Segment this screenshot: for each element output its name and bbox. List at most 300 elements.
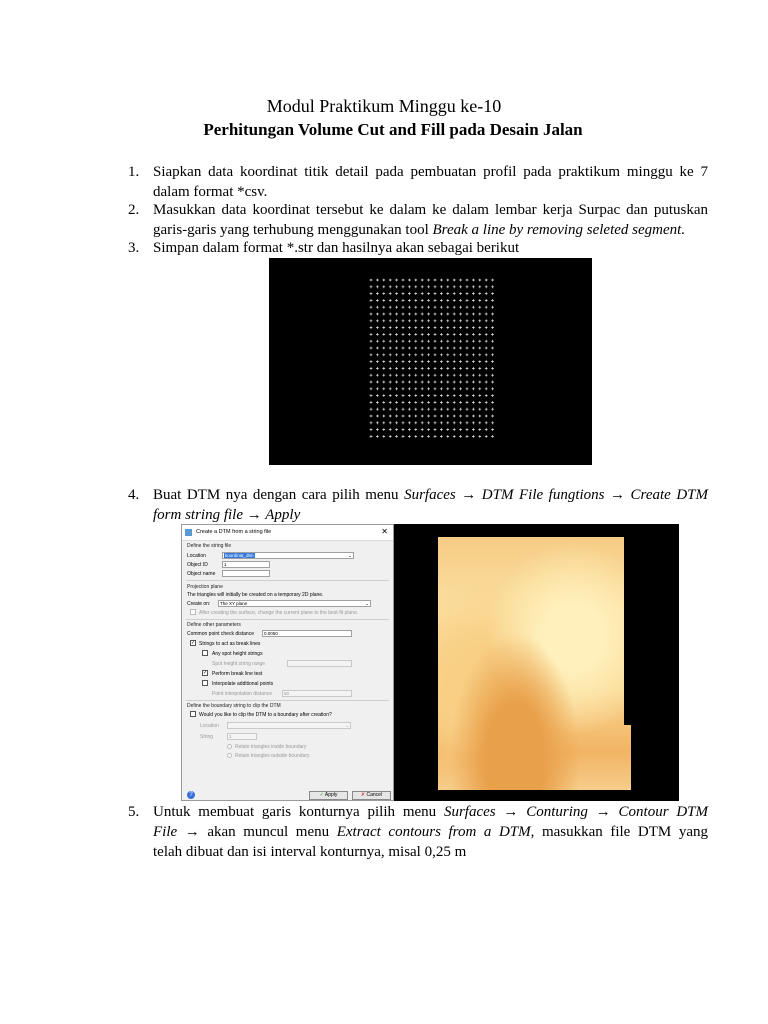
grid-point bbox=[427, 435, 430, 438]
grid-point bbox=[446, 285, 449, 288]
item-text-line: File → akan muncul menu Extract contours from a DTM, masukkan file DTM yang bbox=[153, 824, 708, 840]
grid-point bbox=[459, 360, 462, 363]
grid-point bbox=[434, 367, 437, 370]
grid-point bbox=[478, 408, 481, 411]
object-id-label: Object ID bbox=[187, 562, 208, 568]
grid-point bbox=[472, 353, 475, 356]
grid-point bbox=[440, 319, 443, 322]
grid-point bbox=[453, 374, 456, 377]
grid-point bbox=[453, 285, 456, 288]
grid-point bbox=[491, 306, 494, 309]
grid-point bbox=[370, 387, 373, 390]
item-text-line: Siapkan data koordinat titik detail pada pembuatan profil pada praktikum minggu ke 7 bbox=[153, 164, 708, 180]
grid-point bbox=[370, 415, 373, 418]
grid-point bbox=[408, 279, 411, 282]
grid-point bbox=[414, 279, 417, 282]
grid-point bbox=[446, 340, 449, 343]
grid-point bbox=[414, 421, 417, 424]
grid-point bbox=[434, 292, 437, 295]
grid-point bbox=[427, 374, 430, 377]
grid-point bbox=[376, 360, 379, 363]
grid-point bbox=[414, 394, 417, 397]
grid-point bbox=[440, 333, 443, 336]
grid-point bbox=[427, 347, 430, 350]
grid-point bbox=[491, 394, 494, 397]
grid-point bbox=[440, 347, 443, 350]
grid-point bbox=[440, 353, 443, 356]
grid-point bbox=[427, 326, 430, 329]
grid-point bbox=[440, 374, 443, 377]
grid-point bbox=[421, 360, 424, 363]
divider bbox=[186, 700, 389, 701]
item-text-line: Buat DTM nya dengan cara pilih menu Surfaces → DTM File fungtions → Create DTM bbox=[153, 487, 709, 503]
grid-point bbox=[478, 313, 481, 316]
grid-point bbox=[446, 435, 449, 438]
grid-point bbox=[376, 415, 379, 418]
grid-point bbox=[466, 306, 469, 309]
grid-point bbox=[427, 299, 430, 302]
spot-range-field[interactable] bbox=[287, 660, 352, 667]
grid-point bbox=[466, 381, 469, 384]
grid-point bbox=[402, 428, 405, 431]
grid-point bbox=[459, 428, 462, 431]
grid-point bbox=[402, 299, 405, 302]
grid-point bbox=[434, 360, 437, 363]
grid-point bbox=[414, 428, 417, 431]
grid-point bbox=[402, 292, 405, 295]
grid-point bbox=[414, 306, 417, 309]
grid-point bbox=[459, 421, 462, 424]
any-spot-checkbox[interactable] bbox=[202, 650, 208, 656]
grid-point bbox=[485, 313, 488, 316]
item-text-line bbox=[153, 505, 708, 525]
grid-point bbox=[382, 285, 385, 288]
grid-point bbox=[485, 421, 488, 424]
grid-point bbox=[402, 360, 405, 363]
grid-point bbox=[472, 435, 475, 438]
grid-point bbox=[466, 299, 469, 302]
grid-point bbox=[466, 285, 469, 288]
grid-point bbox=[389, 374, 392, 377]
grid-point bbox=[427, 292, 430, 295]
grid-point bbox=[376, 313, 379, 316]
grid-point bbox=[485, 387, 488, 390]
grid-point bbox=[459, 435, 462, 438]
grid-point bbox=[453, 319, 456, 322]
grid-point bbox=[478, 353, 481, 356]
grid-point bbox=[485, 367, 488, 370]
point-interp-field[interactable]: 50 bbox=[282, 690, 352, 697]
grid-point bbox=[446, 408, 449, 411]
grid-point bbox=[440, 387, 443, 390]
grid-point bbox=[491, 428, 494, 431]
grid-point bbox=[466, 408, 469, 411]
point-grid-plot bbox=[269, 258, 592, 465]
grid-point bbox=[408, 340, 411, 343]
interpolate-checkbox[interactable] bbox=[202, 680, 208, 686]
grid-point bbox=[382, 313, 385, 316]
grid-point bbox=[421, 387, 424, 390]
grid-point bbox=[389, 401, 392, 404]
grid-point bbox=[376, 292, 379, 295]
grid-point bbox=[370, 381, 373, 384]
grid-point bbox=[453, 428, 456, 431]
grid-point bbox=[466, 374, 469, 377]
grid-point bbox=[472, 326, 475, 329]
grid-point bbox=[453, 367, 456, 370]
grid-point bbox=[446, 367, 449, 370]
grid-point bbox=[408, 292, 411, 295]
grid-point bbox=[382, 435, 385, 438]
grid-point bbox=[389, 435, 392, 438]
grid-point bbox=[440, 408, 443, 411]
grid-point bbox=[395, 299, 398, 302]
grid-point bbox=[478, 415, 481, 418]
grid-point bbox=[376, 421, 379, 424]
grid-point bbox=[370, 299, 373, 302]
grid-point bbox=[370, 401, 373, 404]
grid-point bbox=[434, 285, 437, 288]
grid-point bbox=[472, 374, 475, 377]
grid-point bbox=[466, 435, 469, 438]
after-creating-checkbox[interactable] bbox=[190, 609, 196, 615]
grid-point bbox=[466, 279, 469, 282]
item-text-line: telah dibuat dan isi interval konturnya, misal 0,25 m bbox=[153, 844, 467, 860]
grid-point bbox=[478, 394, 481, 397]
grid-point bbox=[427, 428, 430, 431]
grid-point bbox=[459, 387, 462, 390]
document-subtitle: Perhitungan Volume Cut and Fill pada Desain Jalan bbox=[203, 120, 583, 139]
list-item-2 bbox=[128, 200, 708, 240]
grid-point bbox=[370, 394, 373, 397]
grid-point bbox=[408, 319, 411, 322]
grid-point bbox=[402, 279, 405, 282]
grid-point bbox=[478, 292, 481, 295]
grid-point bbox=[459, 279, 462, 282]
grid-point bbox=[453, 415, 456, 418]
grid-point bbox=[459, 415, 462, 418]
grid-point bbox=[389, 421, 392, 424]
grid-point bbox=[414, 285, 417, 288]
grid-point bbox=[376, 279, 379, 282]
grid-point bbox=[446, 353, 449, 356]
grid-point bbox=[395, 279, 398, 282]
grid-point bbox=[446, 333, 449, 336]
grid-point bbox=[440, 428, 443, 431]
section-string-file: Define the string file bbox=[187, 543, 232, 549]
list-number: 5. bbox=[128, 804, 140, 820]
grid-point bbox=[421, 421, 424, 424]
grid-point bbox=[389, 292, 392, 295]
grid-point bbox=[472, 285, 475, 288]
list-item-4 bbox=[128, 485, 708, 525]
grid-point bbox=[389, 326, 392, 329]
create-dtm-dialog bbox=[181, 524, 394, 801]
grid-point bbox=[453, 313, 456, 316]
grid-point bbox=[453, 340, 456, 343]
apply-button[interactable]: ✓ Apply bbox=[309, 791, 348, 800]
grid-point bbox=[389, 360, 392, 363]
grid-point bbox=[395, 292, 398, 295]
grid-point bbox=[491, 292, 494, 295]
object-name-field[interactable] bbox=[222, 570, 270, 577]
grid-point bbox=[485, 319, 488, 322]
grid-point bbox=[389, 333, 392, 336]
grid-point bbox=[491, 326, 494, 329]
grid-point bbox=[389, 285, 392, 288]
grid-point bbox=[421, 306, 424, 309]
grid-point bbox=[382, 394, 385, 397]
grid-point bbox=[408, 367, 411, 370]
grid-point bbox=[485, 326, 488, 329]
grid-point bbox=[491, 408, 494, 411]
grid-point bbox=[389, 306, 392, 309]
grid-point bbox=[421, 313, 424, 316]
grid-point bbox=[459, 381, 462, 384]
grid-point bbox=[485, 360, 488, 363]
grid-point bbox=[408, 374, 411, 377]
common-point-field[interactable]: 0.0050 bbox=[262, 630, 352, 637]
grid-point bbox=[395, 394, 398, 397]
grid-point bbox=[370, 374, 373, 377]
grid-point bbox=[389, 367, 392, 370]
grid-point bbox=[427, 340, 430, 343]
grid-point bbox=[408, 401, 411, 404]
grid-point bbox=[395, 313, 398, 316]
grid-point bbox=[402, 387, 405, 390]
grid-point bbox=[382, 401, 385, 404]
grid-point bbox=[395, 353, 398, 356]
grid-point bbox=[466, 347, 469, 350]
grid-point bbox=[472, 408, 475, 411]
dialog-titlebar bbox=[182, 525, 393, 541]
grid-point bbox=[427, 285, 430, 288]
grid-point bbox=[395, 306, 398, 309]
cancel-button[interactable]: ✗ Cancel bbox=[352, 791, 391, 800]
list-number: 3. bbox=[128, 240, 140, 256]
grid-point bbox=[389, 279, 392, 282]
grid-point bbox=[376, 340, 379, 343]
grid-point bbox=[376, 408, 379, 411]
grid-point bbox=[478, 326, 481, 329]
grid-point bbox=[446, 428, 449, 431]
grid-point bbox=[459, 299, 462, 302]
grid-point bbox=[491, 319, 494, 322]
grid-point bbox=[478, 360, 481, 363]
close-icon[interactable]: ✕ bbox=[381, 527, 388, 536]
grid-point bbox=[472, 360, 475, 363]
grid-point bbox=[421, 394, 424, 397]
grid-point bbox=[402, 313, 405, 316]
clip-checkbox[interactable] bbox=[190, 711, 196, 717]
grid-point bbox=[402, 326, 405, 329]
grid-point bbox=[466, 367, 469, 370]
check-icon: ✓ bbox=[319, 792, 324, 798]
grid-point bbox=[453, 326, 456, 329]
grid-point bbox=[472, 421, 475, 424]
grid-point bbox=[408, 353, 411, 356]
grid-point bbox=[472, 387, 475, 390]
grid-point bbox=[491, 313, 494, 316]
grid-point bbox=[472, 428, 475, 431]
grid-point bbox=[376, 387, 379, 390]
point-interp-label: Point interpolation distance bbox=[212, 691, 273, 697]
grid-point bbox=[389, 408, 392, 411]
grid-point bbox=[453, 387, 456, 390]
grid-point bbox=[382, 279, 385, 282]
grid-point bbox=[382, 415, 385, 418]
clip-question: Would you like to clip the DTM to a boundary after creation? bbox=[199, 712, 332, 718]
strings-break-checkbox[interactable]: ✓ bbox=[191, 640, 196, 646]
grid-point bbox=[427, 401, 430, 404]
grid-point bbox=[491, 401, 494, 404]
item-text-line: Masukkan data koordinat tersebut ke dalam ke dalam lembar kerja Surpac dan putuskan bbox=[153, 202, 708, 218]
grid-point bbox=[472, 340, 475, 343]
grid-point bbox=[459, 367, 462, 370]
perform-break-checkbox[interactable]: ✓ bbox=[203, 670, 208, 676]
grid-point bbox=[453, 381, 456, 384]
grid-point bbox=[402, 394, 405, 397]
grid-point bbox=[478, 347, 481, 350]
grid-point bbox=[472, 306, 475, 309]
grid-point bbox=[427, 313, 430, 316]
grid-point bbox=[370, 333, 373, 336]
grid-point bbox=[402, 340, 405, 343]
grid-point bbox=[421, 408, 424, 411]
chevron-down-icon: ⌄ bbox=[365, 601, 369, 606]
grid-point bbox=[395, 333, 398, 336]
grid-point bbox=[370, 292, 373, 295]
grid-point bbox=[389, 347, 392, 350]
grid-point bbox=[376, 319, 379, 322]
grid-point bbox=[434, 421, 437, 424]
grid-point bbox=[472, 292, 475, 295]
boundary-string-field[interactable]: 1 bbox=[227, 733, 257, 740]
grid-point bbox=[434, 326, 437, 329]
surpac-screenshot bbox=[181, 524, 679, 801]
grid-point bbox=[402, 421, 405, 424]
grid-point bbox=[395, 367, 398, 370]
object-id-field[interactable]: 1 bbox=[222, 561, 270, 568]
grid-point bbox=[434, 374, 437, 377]
grid-point bbox=[440, 360, 443, 363]
grid-point bbox=[402, 319, 405, 322]
grid-point bbox=[389, 381, 392, 384]
section-other-params: Define other parameters bbox=[187, 622, 241, 628]
grid-point bbox=[446, 299, 449, 302]
grid-point bbox=[421, 340, 424, 343]
location-field[interactable]: koordinat_dtm ⌄ bbox=[222, 552, 354, 559]
grid-point bbox=[491, 367, 494, 370]
grid-point bbox=[370, 306, 373, 309]
grid-point bbox=[440, 421, 443, 424]
grid-point bbox=[408, 394, 411, 397]
grid-point bbox=[376, 401, 379, 404]
boundary-location-field[interactable] bbox=[227, 722, 351, 729]
grid-point bbox=[370, 319, 373, 322]
list-number: 2. bbox=[128, 202, 140, 218]
grid-point bbox=[427, 408, 430, 411]
grid-point bbox=[434, 381, 437, 384]
grid-point bbox=[421, 401, 424, 404]
grid-point bbox=[478, 381, 481, 384]
grid-point bbox=[382, 367, 385, 370]
grid-point bbox=[370, 435, 373, 438]
string-points-image bbox=[269, 258, 592, 465]
divider bbox=[186, 619, 389, 620]
grid-point bbox=[434, 408, 437, 411]
grid-point bbox=[478, 279, 481, 282]
help-button[interactable]: ? bbox=[187, 791, 195, 799]
boundary-string-label: String bbox=[200, 734, 214, 740]
grid-point bbox=[434, 347, 437, 350]
grid-point bbox=[382, 360, 385, 363]
grid-point bbox=[414, 319, 417, 322]
menu-path: form string file → Apply bbox=[153, 507, 301, 523]
grid-point bbox=[485, 353, 488, 356]
grid-point bbox=[440, 367, 443, 370]
grid-point bbox=[395, 408, 398, 411]
grid-point bbox=[414, 387, 417, 390]
grid-point bbox=[440, 306, 443, 309]
retain-inside-radio[interactable] bbox=[227, 744, 232, 749]
grid-point bbox=[440, 340, 443, 343]
grid-point bbox=[402, 353, 405, 356]
grid-point bbox=[434, 333, 437, 336]
grid-point bbox=[414, 292, 417, 295]
interpolate-label: Interpolate additional points bbox=[212, 681, 274, 687]
grid-point bbox=[472, 394, 475, 397]
grid-point bbox=[446, 326, 449, 329]
grid-point bbox=[402, 415, 405, 418]
list-number: 4. bbox=[128, 487, 140, 503]
item-text-line: garis-garis yang terhubung menggunakan tool Break a line by removing seleted segment. bbox=[153, 222, 686, 238]
grid-point bbox=[440, 415, 443, 418]
grid-point bbox=[485, 428, 488, 431]
grid-point bbox=[491, 340, 494, 343]
grid-point bbox=[376, 353, 379, 356]
grid-point bbox=[414, 313, 417, 316]
grid-point bbox=[459, 313, 462, 316]
grid-point bbox=[427, 415, 430, 418]
location-label: Location bbox=[187, 553, 206, 559]
grid-point bbox=[446, 415, 449, 418]
grid-point bbox=[427, 333, 430, 336]
grid-point bbox=[382, 292, 385, 295]
grid-point bbox=[459, 306, 462, 309]
grid-point bbox=[440, 299, 443, 302]
grid-point bbox=[382, 333, 385, 336]
grid-point bbox=[446, 306, 449, 309]
grid-point bbox=[453, 408, 456, 411]
grid-point bbox=[472, 401, 475, 404]
retain-outside-radio[interactable] bbox=[227, 753, 232, 758]
grid-point bbox=[382, 374, 385, 377]
grid-point bbox=[376, 326, 379, 329]
grid-point bbox=[478, 401, 481, 404]
grid-point bbox=[408, 428, 411, 431]
grid-point bbox=[376, 381, 379, 384]
grid-point bbox=[491, 347, 494, 350]
grid-point bbox=[421, 285, 424, 288]
create-on-select[interactable]: The XY plane ⌄ bbox=[220, 601, 369, 606]
grid-point bbox=[382, 408, 385, 411]
grid-point bbox=[453, 435, 456, 438]
grid-point bbox=[402, 408, 405, 411]
grid-point bbox=[382, 299, 385, 302]
grid-point bbox=[466, 428, 469, 431]
grid-point bbox=[453, 360, 456, 363]
